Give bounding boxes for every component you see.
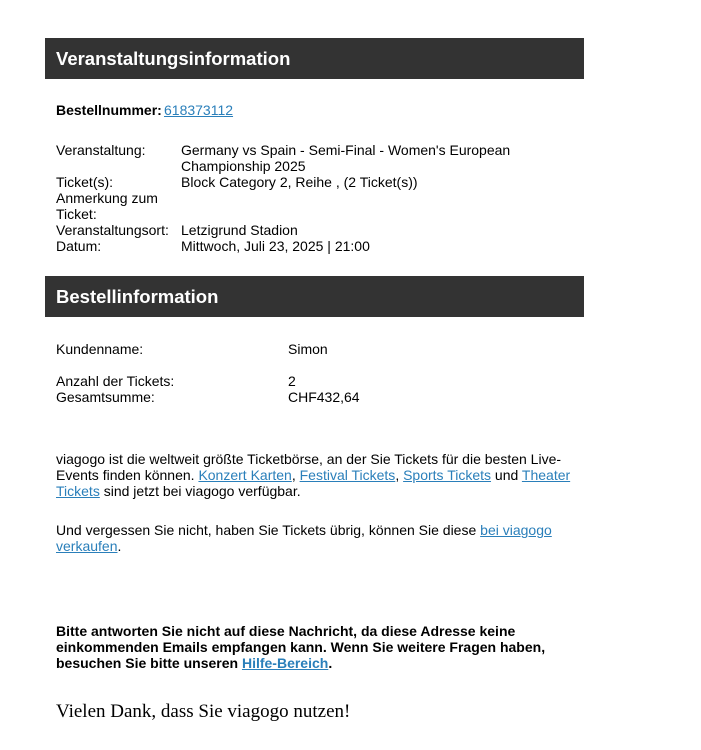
order-number-link[interactable]: 618373112 — [164, 102, 234, 118]
sell-text: Und vergessen Sie nicht, haben Sie Tickets übrig, können Sie diese — [56, 522, 477, 538]
event-label: Veranstaltung: — [56, 142, 146, 158]
tickets-label: Ticket(s): — [56, 174, 114, 190]
sell-link-continued[interactable]: verkaufen — [56, 538, 118, 554]
concert-tickets-link[interactable]: Konzert Karten — [198, 467, 292, 483]
notice-line2: einkommenden Emails empfangen kann. Wenn Sie weitere Fragen haben, — [56, 639, 546, 655]
promo-comma-1: , — [291, 467, 296, 483]
customer-name-label: Kundenname: — [56, 341, 144, 357]
notice-line3-text: besuchen Sie bitte unseren — [56, 655, 239, 671]
ticket-note-label-line2: Ticket: — [56, 206, 97, 222]
ticket-count-value: 2 — [288, 373, 296, 389]
venue-value: Letzigrund Stadion — [181, 222, 298, 238]
theater-tickets-link[interactable]: Theater — [521, 467, 571, 483]
date-value: Mittwoch, Juli 23, 2025 | 21:00 — [181, 238, 370, 254]
notice-period: . — [328, 655, 333, 671]
total-value: CHF432,64 — [288, 389, 360, 405]
promo-line2-text: Events finden können. — [56, 467, 195, 483]
order-number-label: Bestellnummer: — [56, 102, 162, 118]
promo-paragraph — [56, 451, 572, 499]
no-reply-notice — [56, 623, 572, 671]
ticket-count-label: Anzahl der Tickets: — [56, 373, 175, 389]
sports-tickets-link[interactable]: Sports Tickets — [403, 467, 492, 483]
promo-line1: viagogo ist die weltweit größte Ticketbörse, an der Sie Tickets für die besten Live- — [56, 451, 562, 467]
festival-tickets-link[interactable]: Festival Tickets — [299, 467, 396, 483]
ticket-note-label-line1: Anmerkung zum — [56, 190, 158, 206]
sell-link[interactable]: bei viagogo — [480, 522, 552, 538]
promo-and: und — [494, 467, 519, 483]
help-area-link[interactable]: Hilfe-Bereich — [241, 655, 329, 671]
promo-line3-text: sind jetzt bei viagogo verfügbar. — [103, 483, 301, 499]
tickets-value: Block Category 2, Reihe , (2 Ticket(s)) — [181, 174, 418, 190]
promo-comma-2: , — [395, 467, 400, 483]
sell-paragraph — [56, 522, 572, 554]
total-label: Gesamtsumme: — [56, 389, 155, 405]
event-name-line1: Germany vs Spain - Semi-Final - Women's European — [181, 142, 511, 158]
venue-label: Veranstaltungsort: — [56, 222, 169, 238]
closing-thanks: Vielen Dank, dass Sie viagogo nutzen! — [56, 701, 351, 722]
event-name-line2: Championship 2025 — [181, 158, 306, 174]
notice-line1: Bitte antworten Sie nicht auf diese Nachricht, da diese Adresse keine — [56, 623, 516, 639]
sell-period: . — [117, 538, 122, 554]
date-label: Datum: — [56, 238, 102, 254]
theater-tickets-link-continued[interactable]: Tickets — [56, 483, 100, 499]
event-info-header: Veranstaltungsinformation — [45, 38, 584, 79]
customer-name-value: Simon — [288, 341, 328, 357]
order-info-header: Bestellinformation — [45, 276, 584, 317]
